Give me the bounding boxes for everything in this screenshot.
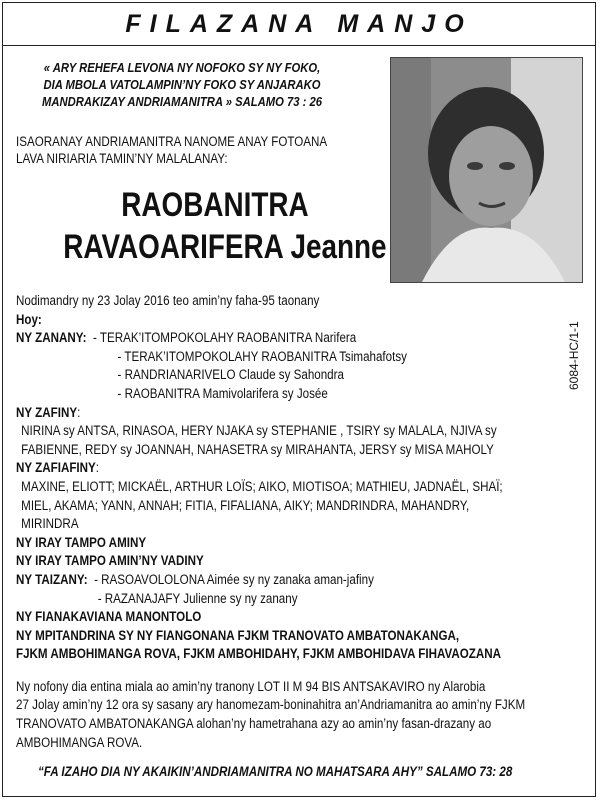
- quote-line: DIA MBOLA VATOLAMPIN’NY FOKO SY ANJARAKO: [43, 78, 321, 92]
- deceased-name-line1: RAOBANITRA: [121, 186, 309, 224]
- zafiny-label: NY ZAFINY: [16, 404, 78, 420]
- zafiafiny-line: MIEL, AKAMA; YANN, ANNAH; FITIA, FIFALIANA, AIKY; MANDRINDRA, MAHANDRY,: [21, 497, 470, 513]
- zafiafiny-line: MAXINE, ELIOTT; MICKAËL, ARTHUR LOÏS; AIKO, MIOTISOA; MATHIEU, JADNAËL, SHAÏ;: [21, 478, 503, 494]
- zanany-item: - TERAK’ITOMPOKOLAHY RAOBANITRA Tsimahafotsy: [117, 348, 407, 364]
- zanany-item: - RANDRIANARIVELO Claude sy Sahondra: [117, 367, 344, 383]
- taizany-label: NY TAIZANY: [16, 571, 84, 587]
- quote-line: MANDRAKIZAY ANDRIAMANITRA » SALAMO 73 : 26: [41, 95, 323, 109]
- taizany-row: NY TAIZANY: - RASOAVOLOLONA Aimée sy ny zanaka aman-jafiny: [16, 571, 374, 587]
- fianakaviana: NY FIANAKAVIANA MANONTOLO: [16, 609, 202, 625]
- death-announcement: Nodimandry ny 23 Jolay 2016 teo amin’ny faha-95 taonany: [16, 293, 320, 308]
- zafiny-line: FABIENNE, REDY sy JOANNAH, NAHASETRA sy MIRAHANTA, JERSY sy MISA MAHOLY: [21, 441, 494, 457]
- funeral-line: AMBOHIMANGA ROVA.: [16, 734, 143, 750]
- notice-title: FILAZANA MANJO: [3, 3, 595, 46]
- notice-body: Nodimandry ny 23 Jolay 2016 teo amin’ny faha-95 taonany Hoy: NY ZANANY: - TERAK’ITOMPOKOLAHY RAOBANITRA Narifera - TERAK’ITOMPOKOLAHY RAOBANITRA Tsimahafotsy - RANDRIANARIVELO Claude sy Sahondra - RAOBANITRA Mamivolarifera sy Josée NY ZAFINY: NIRINA sy ANTSA, RINASOA, HERY NJAKA sy STEPHANIE , TSIRY sy MALALA, NJIVA sy FABIENNE, REDY sy JOANNAH, NAHASETRA sy MIRAHANTA, JERSY sy MISA MAHOLY NY ZAFIAFINY: MAXINE, ELIOTT; MICKAËL, ARTHUR LOÏS; AIKO, MIOTISOA; MATHIEU, JADNAËL, SHAÏ; MIEL, AKAMA; YANN, ANNAH; FITIA, FIFALIANA, AIKY; MANDRINDRA, MAHANDRY, MIRINDRA NY IRAY TAMPO AMINY NY IRAY TAMPO AMIN’NY VADINY NY TAIZANY: - RASOAVOLOLONA Aimée sy ny zanaka aman-jafiny - RAZANAJAFY Julienne sy ny zanany NY FIANAKAVIANA MANONTOLO NY MPITANDRINA SY NY FIANGONANA FJKM TRANOVATO AMBATONAKANGA, FJKM AMBOHIMANGA ROVA, FJKM AMBOHIDAHY, FJKM AMBOHIDAVA FIHAVAOZANA Ny nofony dia entina miala ao amin’ny tranony LOT II M 94 BIS ANTSAKAVIRO ny Alarobia 27 Jolay amin’ny 12 ora sy sasany ary hanomezam-boninahitra an’Andriamanitra ao amin’ny FJKM TRANOVATO AMBATONAKANGA alohan’ny hametrahana azy ao amin’ny fasan-drazany ao AMBOHIMANGA ROVA.: [16, 292, 575, 752]
- zanany-label: NY ZANANY: [16, 330, 83, 346]
- intro-line: ISAORANAY ANDRIAMANITRA NANOME ANAY FOTOANA: [16, 134, 328, 149]
- zafiafiny-label: NY ZAFIAFINY: [16, 460, 96, 476]
- portrait-photo: [390, 57, 583, 283]
- taizany-item: - RASOAVOLOLONA Aimée sy ny zanaka aman-jafiny: [94, 571, 374, 587]
- intro-text: [16, 133, 377, 167]
- quote-line: « ARY REHEFA LEVONA NY NOFOKO SY NY FOKO,: [43, 61, 321, 75]
- opening-quote: [20, 60, 344, 111]
- reference-code: 6084-HC/1-1: [567, 321, 581, 390]
- funeral-line: Ny nofony dia entina miala ao amin’ny tranony LOT II M 94 BIS ANTSAKAVIRO ny Alarobia: [16, 678, 486, 694]
- zanany-item: - RAOBANITRA Mamivolarifera sy Josée: [117, 385, 328, 401]
- iray-tampo: NY IRAY TAMPO AMINY: [16, 534, 147, 550]
- taizany-item: - RAZANAJAFY Julienne sy ny zanany: [97, 590, 298, 606]
- mpitandrina-line: FJKM AMBOHIMANGA ROVA, FJKM AMBOHIDAHY, FJKM AMBOHIDAVA FIHAVAOZANA: [16, 646, 502, 662]
- zanany-row: NY ZANANY: - TERAK’ITOMPOKOLAHY RAOBANITRA Narifera: [16, 330, 357, 346]
- zafiafiny-line: MIRINDRA: [21, 516, 79, 532]
- iray-tampo-vadiny: NY IRAY TAMPO AMIN’NY VADINY: [16, 553, 204, 569]
- zanany-item: - TERAK’ITOMPOKOLAHY RAOBANITRA Narifera: [92, 330, 357, 346]
- intro-line: LAVA NIRIARIA TAMIN’NY MALALANAY:: [16, 151, 228, 166]
- hoy-label: Hoy:: [16, 311, 42, 327]
- deceased-name-line2: RAVAOARIFERA Jeanne: [63, 228, 387, 266]
- mpitandrina-line: NY MPITANDRINA SY NY FIANGONANA FJKM TRANOVATO AMBATONAKANGA,: [16, 627, 460, 643]
- funeral-line: 27 Jolay amin’ny 12 ora sy sasany ary hanomezam-boninahitra an’Andriamanitra ao amin’ny FJKM: [16, 697, 526, 713]
- closing-quote: “FA IZAHO DIA NY AKAIKIN’ANDRIAMANITRA NO MAHATSARA AHY” SALAMO 73: 28: [38, 764, 513, 779]
- zafiny-line: NIRINA sy ANTSA, RINASOA, HERY NJAKA sy STEPHANIE , TSIRY sy MALALA, NJIVA sy: [21, 423, 497, 439]
- funeral-line: TRANOVATO AMBATONAKANGA alohan’ny hametrahana azy ao amin’ny fasan-drazany ao: [16, 716, 492, 732]
